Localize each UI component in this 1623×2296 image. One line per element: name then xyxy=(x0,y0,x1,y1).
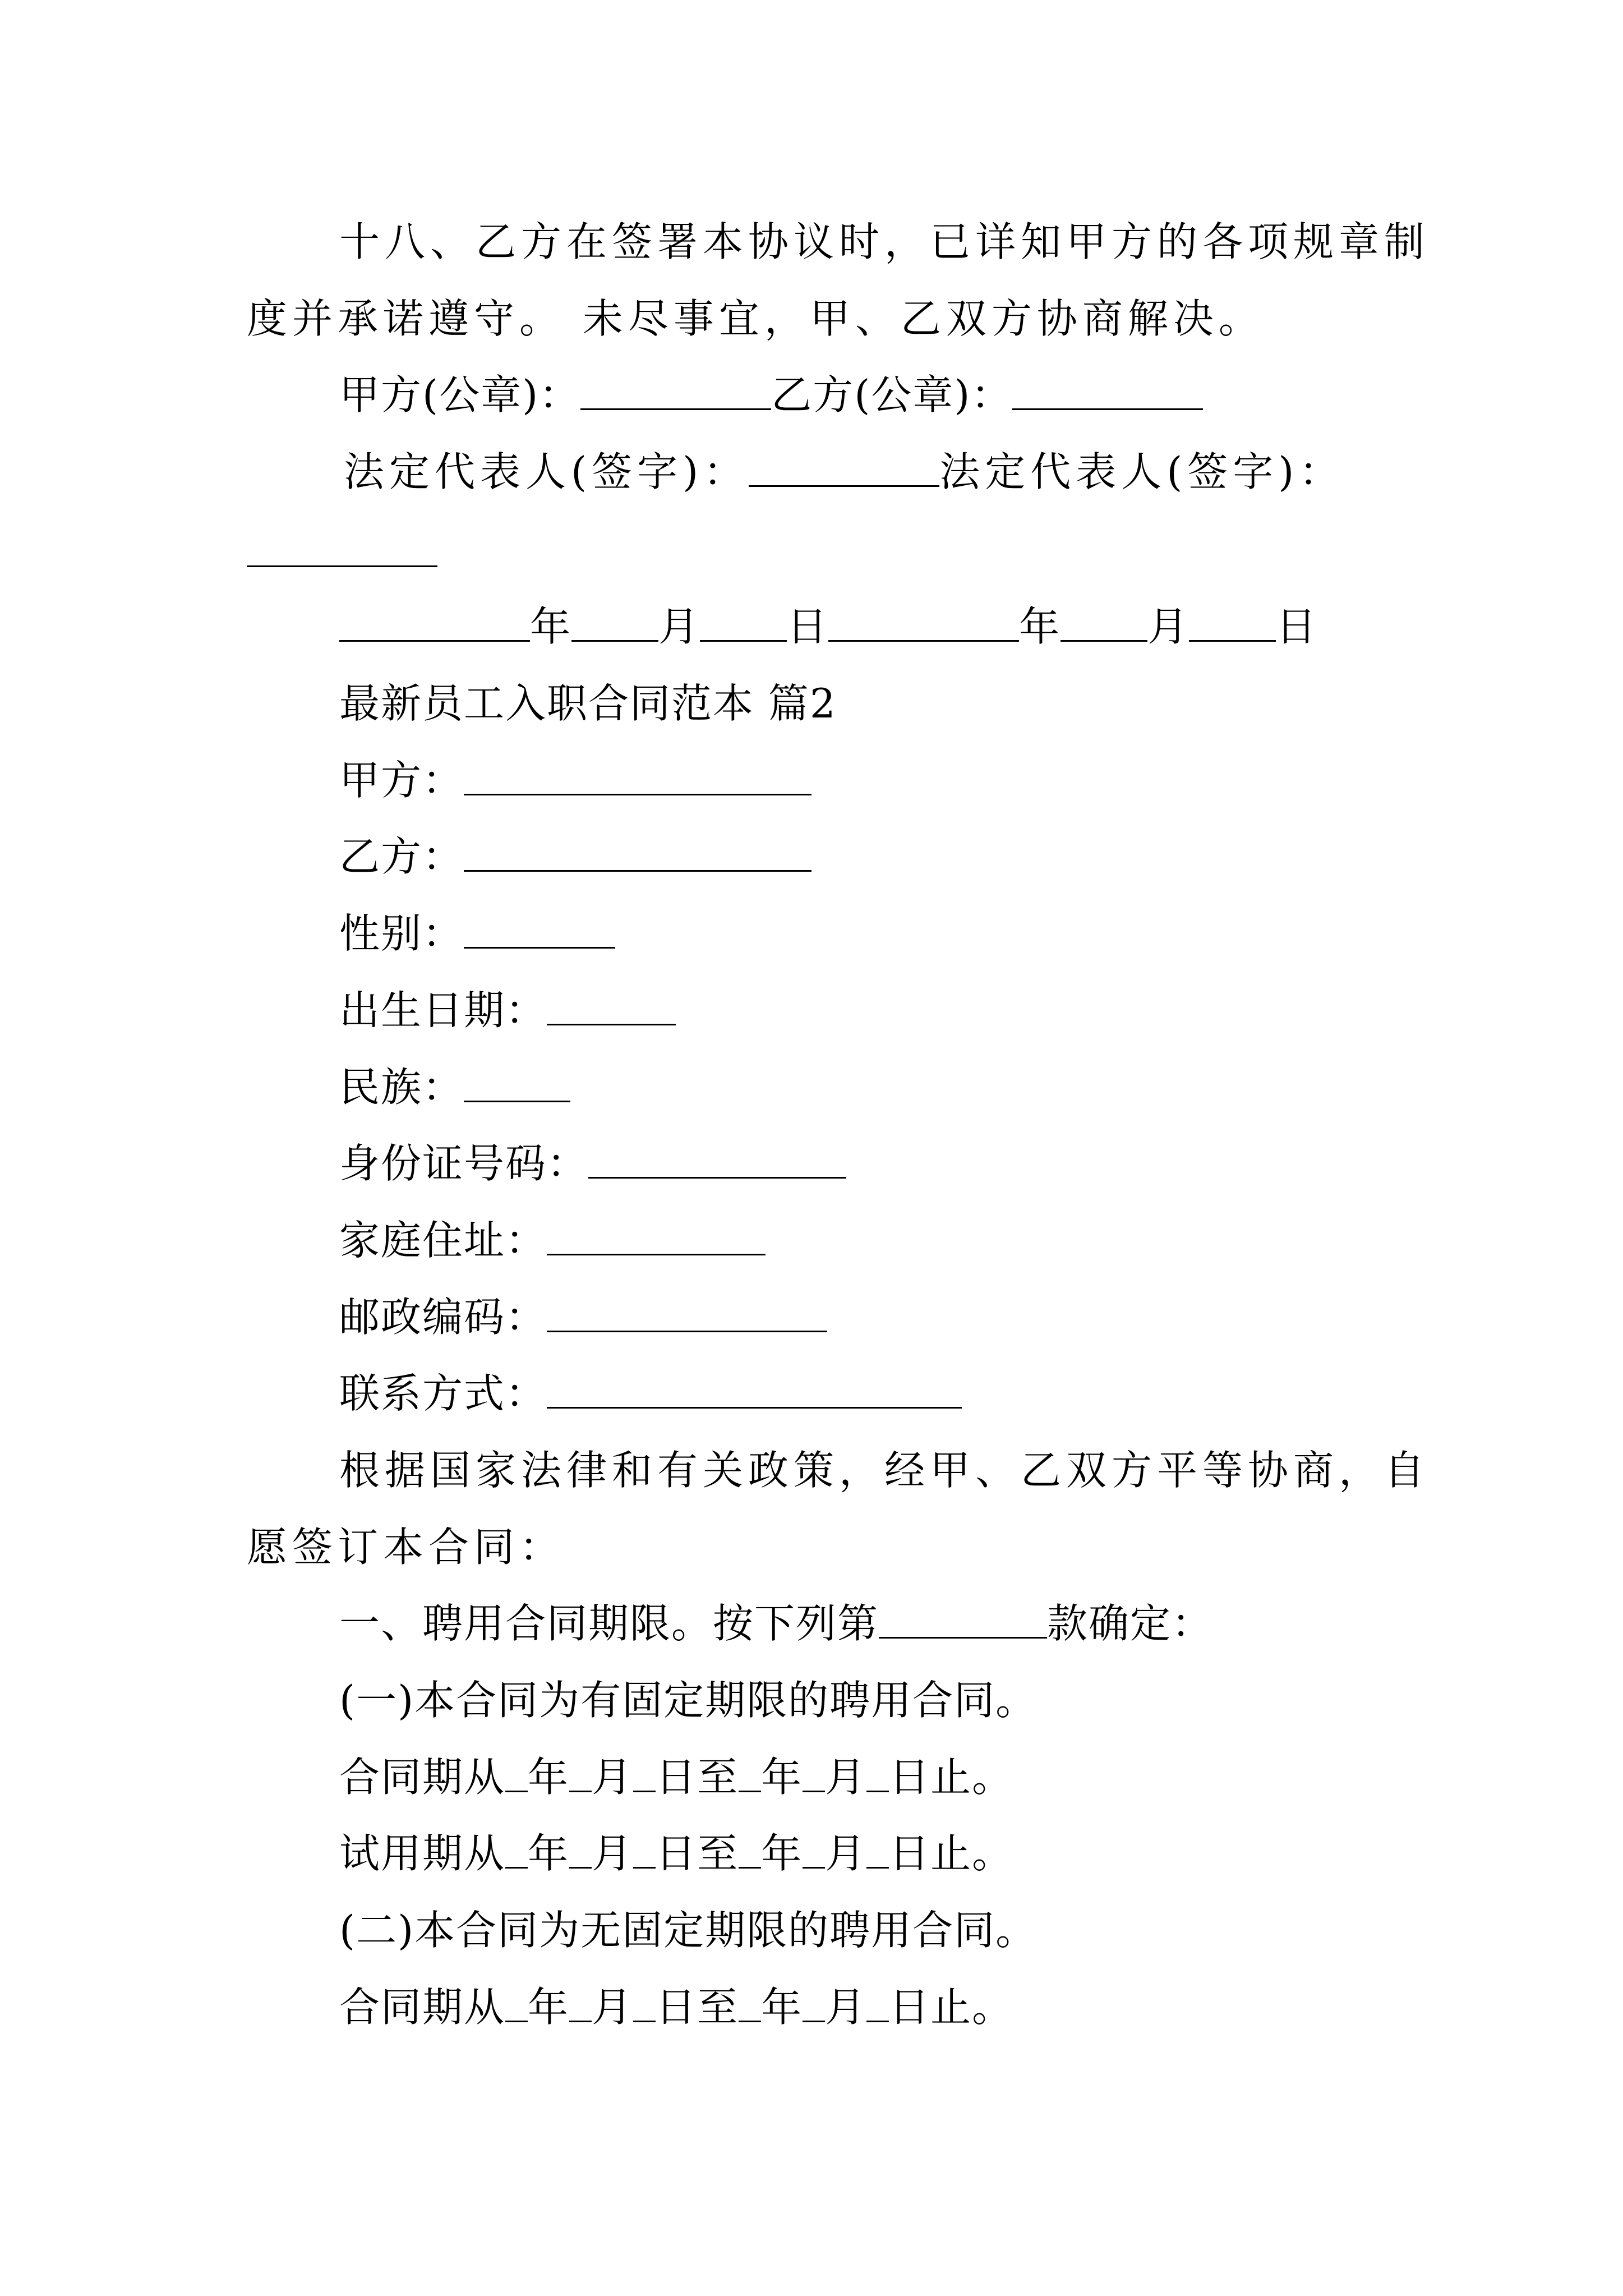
section-title: 最新员工入职合同范本 篇2 xyxy=(339,680,837,727)
end-month-label: 月 xyxy=(825,1754,867,1801)
field-gender xyxy=(339,910,615,957)
field-gender-blank xyxy=(464,914,615,949)
field-gender-label: 性别： xyxy=(339,910,464,957)
field-contact xyxy=(339,1370,962,1417)
open-end-month-blank xyxy=(803,1988,825,2022)
start-day-label: 日 xyxy=(656,1754,698,1801)
field-address-blank xyxy=(547,1221,766,1255)
term-clause-1 xyxy=(339,1600,1214,1647)
probation-start-year-label: 年 xyxy=(528,1830,570,1877)
party-b-seal-label: 乙方(公章)： xyxy=(771,371,1013,418)
clause-18-line-2: 度并承诺遵守。 未尽事宜，甲、乙双方协商解决。 xyxy=(247,295,1264,342)
field-postal-code-blank xyxy=(547,1298,827,1332)
probation-period-label: 试用期从 xyxy=(339,1830,506,1877)
field-id-number-label: 身份证号码： xyxy=(339,1140,589,1187)
start-year-label: 年 xyxy=(528,1754,570,1801)
probation-end-month-blank xyxy=(803,1834,825,1869)
party-a-rep-label: 法定代表人(签字)： xyxy=(344,448,749,495)
party-a-seal-blank xyxy=(580,376,771,410)
party-b-rep-label: 法定代表人(签字)： xyxy=(939,448,1345,495)
open-start-month-blank xyxy=(569,1988,592,2022)
party-b-day-blank xyxy=(1189,608,1276,642)
field-contact-label: 联系方式： xyxy=(339,1370,547,1417)
intro-line-1: 根据国家法律和有关政策，经甲、乙双方平等协商，自 xyxy=(339,1447,1430,1494)
field-address xyxy=(339,1217,766,1264)
party-a-day-label: 日 xyxy=(787,603,829,650)
party-a-year-blank xyxy=(339,608,530,642)
field-party-b-label: 乙方： xyxy=(339,833,464,880)
open-start-year-blank xyxy=(505,1988,528,2022)
field-birth-date xyxy=(339,987,676,1034)
probation-start-day-blank xyxy=(633,1834,656,1869)
clause-18-line-1: 十八、乙方在签署本协议时，已详知甲方的各项规章制 xyxy=(339,218,1430,265)
party-b-year-label: 年 xyxy=(1019,603,1061,650)
end-day-blank xyxy=(866,1758,889,1792)
end-year-blank xyxy=(739,1758,761,1792)
field-party-b-blank xyxy=(464,838,811,872)
open-contract-period-line xyxy=(339,1984,1014,2031)
contract-period-line xyxy=(339,1754,1014,1801)
open-end-day-blank xyxy=(866,1988,889,2022)
party-b-month-blank xyxy=(1061,608,1147,642)
field-birth-date-label: 出生日期： xyxy=(339,987,547,1034)
open-to-label: 至 xyxy=(697,1984,739,2031)
end-year-label: 年 xyxy=(761,1754,803,1801)
probation-period-line xyxy=(339,1830,1014,1877)
start-month-label: 月 xyxy=(592,1754,634,1801)
contract-period-label: 合同期从 xyxy=(339,1754,506,1801)
intro-line-2: 愿签订本合同： xyxy=(247,1524,565,1571)
party-b-rep-blank xyxy=(247,565,437,567)
field-birth-date-blank xyxy=(547,991,676,1025)
open-start-year-label: 年 xyxy=(528,1984,570,2031)
field-party-a-blank xyxy=(464,761,811,795)
open-term-clause: (二)本合同为无固定期限的聘用合同。 xyxy=(339,1907,1038,1954)
party-a-month-blank xyxy=(571,608,658,642)
field-party-a xyxy=(339,757,811,804)
open-end-label: 止。 xyxy=(930,1984,1014,2031)
party-b-month-label: 月 xyxy=(1147,603,1189,650)
open-start-month-label: 月 xyxy=(592,1984,634,2031)
open-start-day-label: 日 xyxy=(656,1984,698,2031)
start-day-blank xyxy=(633,1758,656,1792)
probation-end-year-label: 年 xyxy=(761,1830,803,1877)
open-end-month-label: 月 xyxy=(825,1984,867,2031)
field-ethnicity-blank xyxy=(464,1068,570,1102)
field-address-label: 家庭住址： xyxy=(339,1217,547,1264)
party-b-year-blank xyxy=(828,608,1019,642)
start-month-blank xyxy=(569,1758,592,1792)
field-postal-code xyxy=(339,1294,827,1341)
probation-start-year-blank xyxy=(505,1834,528,1869)
open-start-day-blank xyxy=(633,1988,656,2022)
party-a-rep-blank xyxy=(749,453,939,487)
party-b-seal-blank xyxy=(1012,376,1203,410)
probation-end-day-label: 日 xyxy=(889,1830,931,1877)
field-party-b xyxy=(339,833,811,880)
rep-row xyxy=(344,448,1345,495)
probation-end-day-blank xyxy=(866,1834,889,1869)
to-label: 至 xyxy=(697,1754,739,1801)
term-clause-1-suffix: 款确定： xyxy=(1047,1600,1214,1647)
field-id-number xyxy=(339,1140,846,1187)
party-b-day-label: 日 xyxy=(1276,603,1318,650)
start-year-blank xyxy=(505,1758,528,1792)
probation-to-label: 至 xyxy=(697,1830,739,1877)
probation-end-label: 止。 xyxy=(930,1830,1014,1877)
term-clause-1-blank xyxy=(879,1604,1047,1639)
fixed-term-clause: (一)本合同为有固定期限的聘用合同。 xyxy=(339,1677,1038,1724)
field-ethnicity xyxy=(339,1064,570,1111)
probation-start-day-label: 日 xyxy=(656,1830,698,1877)
probation-start-month-label: 月 xyxy=(592,1830,634,1877)
party-a-seal-label: 甲方(公章)： xyxy=(339,371,581,418)
field-postal-code-label: 邮政编码： xyxy=(339,1294,547,1341)
field-id-number-blank xyxy=(588,1144,846,1179)
seal-row xyxy=(339,371,1203,418)
probation-start-month-blank xyxy=(569,1834,592,1869)
open-contract-period-label: 合同期从 xyxy=(339,1984,506,2031)
party-a-day-blank xyxy=(700,608,787,642)
field-party-a-label: 甲方： xyxy=(339,757,464,804)
open-end-year-blank xyxy=(739,1988,761,2022)
probation-end-month-label: 月 xyxy=(825,1830,867,1877)
party-a-month-label: 月 xyxy=(658,603,700,650)
term-clause-1-prefix: 一、聘用合同期限。按下列第 xyxy=(339,1600,879,1647)
end-day-label: 日 xyxy=(889,1754,931,1801)
field-ethnicity-label: 民族： xyxy=(339,1064,464,1111)
open-end-year-label: 年 xyxy=(761,1984,803,2031)
end-month-blank xyxy=(803,1758,825,1792)
probation-end-year-blank xyxy=(739,1834,761,1869)
field-contact-blank xyxy=(547,1374,962,1409)
end-label: 止。 xyxy=(930,1754,1014,1801)
open-end-day-label: 日 xyxy=(889,1984,931,2031)
date-row xyxy=(339,603,1318,650)
party-a-year-label: 年 xyxy=(530,603,572,650)
